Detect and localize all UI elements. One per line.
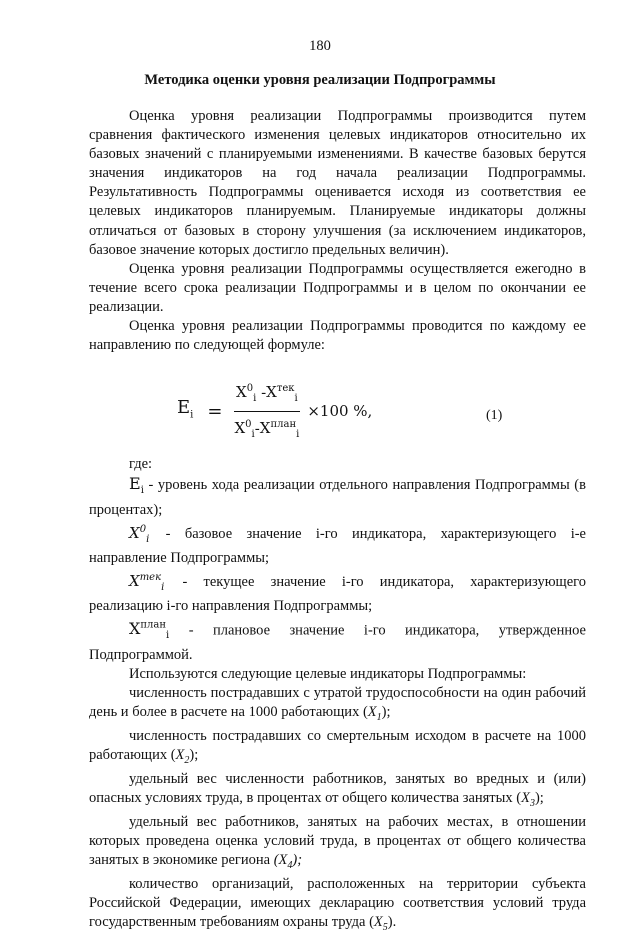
formula-equals: = xyxy=(207,401,223,423)
definition-item: $X^0_i$ - базовое значение i-го индикатора, характеризующего i-е направление Подпрограммы; xyxy=(89,523,586,566)
formula-lhs: $E_i$ xyxy=(177,397,194,422)
indicator-item: количество организаций, расположенных на территории субъекта Российской Федерации, имеющих декларацию соответствия условий труда государственным требованиям охраны труда $(X_5)$. xyxy=(89,876,586,934)
indicator-item: удельный вес работников, занятых на рабочих местах, в отношении которых проведена оценка условий труда, в процентах от общего количества занятых в экономике региона $(X_4)$; xyxy=(89,814,586,872)
paragraph: Оценка уровня реализации Подпрограммы проводится по каждому ее направлению по следующей формуле: xyxy=(89,318,586,354)
paragraph: Оценка уровня реализации Подпрограммы производится путем сравнения фактического изменения целевых индикаторов относительно их базовых значений с планируемыми изменениями. В качестве базовых берутся значения индикаторов на год начала реализации Подпрограммы. Результативность Подпрограммы оценивается исходя из соответствия ее целевых индикаторов планируемым. Планируемые индикаторы должны отличаться от базовых в сторону улучшения (за исключением индикаторов, базовое значение которых достигло предельных величин). xyxy=(89,108,586,258)
symbol: $X^0_i$ xyxy=(129,523,150,545)
where-label: где: xyxy=(129,456,153,473)
formula-denominator: $X^0_i-X^{план}_i$ xyxy=(234,419,300,441)
indicator-item: удельный вес численности работников, занятых во вредных и (или) опасных условиях труда, в процентах от общего количества занятых $(X_3)$; xyxy=(89,771,586,809)
formula-number: (1) xyxy=(486,408,503,424)
formula-numerator: $X^0_i$ $-X^{тек}_i$ xyxy=(234,379,300,412)
definition-item: $E_i$ - уровень хода реализации отдельного направления Подпрограммы (в процентах); xyxy=(89,474,586,518)
indicator-item: численность пострадавших со смертельным исходом в расчете на 1000 работающих $(X_2)$; xyxy=(89,727,586,766)
symbol: $X^{план}_i$ xyxy=(129,619,170,642)
symbol: $X^{тек}_i$ xyxy=(129,571,165,593)
formula-block xyxy=(89,359,586,455)
page-number: 180 xyxy=(309,38,331,54)
document-body xyxy=(89,107,586,937)
formula-multiplier: ×100 %, xyxy=(307,402,373,421)
definition-item: $X^{план}_i$ - плановое значение i-го индикатора, утвержденное Подпрограммой. xyxy=(89,619,586,663)
indicator-item: численность пострадавших с утратой трудоспособности на один рабочий день и более в расчете на 1000 работающих $(X_1)$; xyxy=(89,684,586,723)
formula-fraction xyxy=(232,379,301,444)
formula xyxy=(177,379,372,444)
paragraph: Оценка уровня реализации Подпрограммы осуществляется ежегодно в течение всего срока реализации Подпрограммы и в целом по окончании ее реализации. xyxy=(89,260,586,315)
section-title: Методика оценки уровня реализации Подпрограммы xyxy=(144,72,496,88)
definition-item: $X^{тек}_i$ - текущее значение i-го индикатора, характеризующего реализацию i-го направления Подпрограммы; xyxy=(89,571,586,614)
indicators-intro: Используются следующие целевые индикаторы Подпрограммы: xyxy=(129,665,527,682)
symbol: $E_i$ xyxy=(129,474,144,497)
